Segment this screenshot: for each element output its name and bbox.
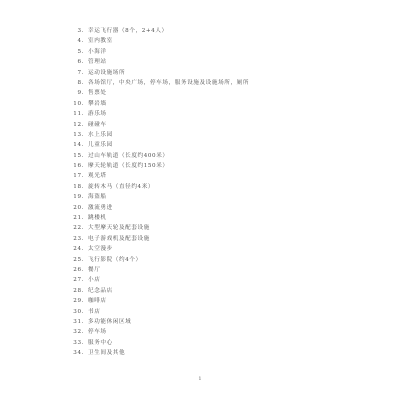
item-number: 32. [73, 329, 84, 336]
item-number: 23. [73, 235, 84, 242]
item-text: 纪念品店 [88, 287, 113, 294]
list-item [72, 68, 372, 78]
item-number: 20. [73, 204, 84, 211]
item-text: 水上乐园 [88, 131, 113, 138]
item-number: 14. [73, 142, 84, 149]
item-text: 多功能休闲区域 [88, 318, 132, 325]
list-item [72, 338, 372, 348]
item-text: 卫生间及其他 [88, 350, 126, 357]
list-item [72, 265, 372, 275]
item-number: 6. [77, 59, 84, 66]
list-item [72, 192, 372, 202]
list-item [72, 244, 372, 254]
item-text: 停车场 [88, 329, 107, 336]
item-number: 4. [77, 38, 84, 45]
list-item [72, 317, 372, 327]
item-text: 大型摩天轮及配套设施 [88, 225, 150, 232]
item-text: 旋转木马（直径约4米） [88, 183, 155, 190]
item-text: 过山车轨道（长度约400米） [88, 152, 169, 159]
list-item [72, 57, 372, 67]
list-item [72, 348, 372, 358]
list-item [72, 161, 372, 171]
list-item [72, 120, 372, 130]
item-number: 27. [73, 277, 84, 284]
item-number: 8. [77, 79, 84, 86]
list-item [72, 223, 372, 233]
item-number: 31. [73, 318, 84, 325]
item-text: 碰碰车 [88, 121, 107, 128]
item-text: 太空漫步 [88, 246, 113, 253]
item-text: 服务中心 [88, 339, 113, 346]
item-number: 16. [73, 163, 84, 170]
item-text: 跳楼机 [88, 215, 107, 222]
item-number: 19. [73, 194, 84, 201]
item-text: 餐厅 [88, 266, 101, 273]
list-item [72, 327, 372, 337]
list-item [72, 26, 372, 36]
item-text: 小店 [88, 277, 101, 284]
item-number: 10. [73, 100, 84, 107]
item-text: 售票处 [88, 90, 107, 97]
item-number: 11. [73, 111, 84, 118]
item-text: 电子游戏机及配套设施 [88, 235, 150, 242]
list-item [72, 286, 372, 296]
item-text: 游乐场 [88, 111, 107, 118]
item-number: 3. [77, 28, 84, 34]
item-text: 各场馆厅，中央广场，停车场，服务设施及设施场所，厕所 [88, 79, 250, 86]
list-item [72, 307, 372, 317]
item-number: 9. [77, 90, 84, 97]
item-text: 激流勇进 [88, 204, 113, 211]
list-item [72, 36, 372, 46]
list-item [72, 99, 372, 109]
list-item [72, 234, 372, 244]
item-number: 29. [73, 298, 84, 305]
item-number: 26. [73, 266, 84, 273]
item-text: 飞行影院（约4个） [88, 256, 142, 263]
list-item [72, 47, 372, 57]
item-text: 管理站 [88, 59, 107, 66]
page-number: 1 [198, 376, 202, 382]
item-text: 儿童乐园 [88, 142, 113, 149]
list-item [72, 130, 372, 140]
list-item [72, 213, 372, 223]
item-number: 13. [73, 131, 84, 138]
list-item [72, 140, 372, 150]
item-number: 30. [73, 308, 84, 315]
list-item [72, 296, 372, 306]
item-number: 17. [73, 173, 84, 180]
item-number: 15. [73, 152, 84, 159]
item-number: 18. [73, 183, 84, 190]
list-item [72, 151, 372, 161]
item-number: 22. [73, 225, 84, 232]
item-text: 小海洋 [88, 48, 107, 55]
list-item [72, 88, 372, 98]
item-number: 12. [73, 121, 84, 128]
list-item [72, 182, 372, 192]
item-text: 观光塔 [88, 173, 107, 180]
item-number: 7. [77, 69, 84, 76]
item-number: 28. [73, 287, 84, 294]
list-item [72, 203, 372, 213]
item-number: 33. [73, 339, 84, 346]
item-text: 运动设施场所 [88, 69, 126, 76]
item-number: 25. [73, 256, 84, 263]
item-text: 海盗船 [88, 194, 107, 201]
list-item [72, 78, 372, 88]
item-number: 21. [73, 215, 84, 222]
item-number: 5. [77, 48, 84, 55]
list-item [72, 109, 372, 119]
item-text: 书店 [88, 308, 101, 315]
facility-list [72, 26, 372, 359]
item-text: 摩天轮轨道（长度约150米） [88, 163, 169, 170]
item-number: 34. [73, 350, 84, 357]
item-text: 室内教室 [88, 38, 113, 45]
list-item [72, 255, 372, 265]
item-text: 幸运飞行器（8个，2+4人） [88, 28, 168, 34]
item-number: 24. [73, 246, 84, 253]
item-text: 攀岩墙 [88, 100, 107, 107]
list-item [72, 275, 372, 285]
item-text: 咖啡店 [88, 298, 107, 305]
list-item [72, 171, 372, 181]
